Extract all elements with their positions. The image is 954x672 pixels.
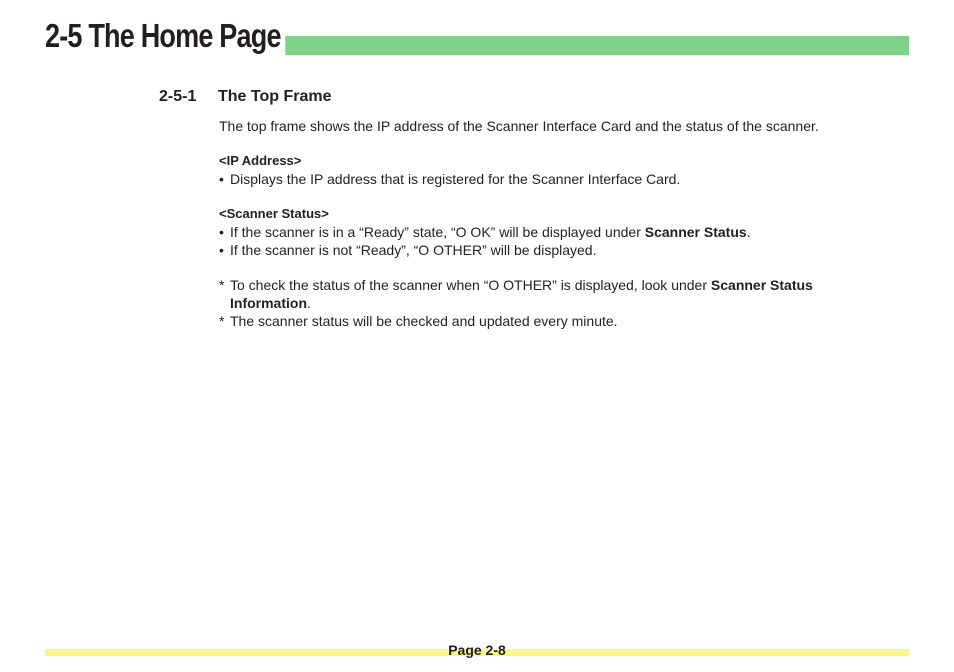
scanner-status-bullet-2: If the scanner is not “Ready”, “O OTHER” will be displayed. (230, 242, 597, 258)
note-mark: * (219, 313, 225, 329)
section-heading (159, 87, 332, 107)
ip-address-bullet: Displays the IP address that is registered for the Scanner Interface Card. (230, 171, 681, 187)
note-item-continued (219, 294, 879, 312)
section-title: The Top Frame (218, 88, 332, 105)
bullet-mark: • (219, 242, 224, 258)
note-1-bold-1: Scanner Status (710, 277, 813, 293)
list-item (219, 241, 879, 259)
section-body (219, 117, 879, 330)
note-1-suffix: . (307, 295, 311, 311)
note-2-text: The scanner status will be checked and updated every minute. (230, 313, 618, 329)
ip-address-heading: <IP Address> (219, 153, 302, 168)
intro-paragraph: The top frame shows the IP address of the Scanner Interface Card and the status of the scanner. (219, 118, 819, 134)
section-number: 2-5-1 (159, 88, 197, 105)
chapter-title: 2-5 The Home Page (45, 14, 286, 58)
list-item (219, 170, 879, 188)
scanner-status-bullet-suffix: . (746, 224, 751, 240)
note-item (219, 276, 879, 294)
page-number: Page 2-8 (448, 642, 506, 658)
note-1-bold-2: Information (230, 295, 307, 311)
scanner-status-bullet-bold: Scanner Status (644, 224, 747, 240)
bullet-mark: • (219, 224, 224, 240)
note-item (219, 312, 879, 330)
scanner-status-heading: <Scanner Status> (219, 206, 329, 221)
list-item (219, 223, 879, 241)
bullet-mark: • (219, 171, 224, 187)
note-mark: * (219, 277, 225, 293)
note-1-text: To check the status of the scanner when “O OTHER” is displayed, look under (230, 277, 711, 293)
scanner-status-bullet-text: If the scanner is in a “Ready” state, “O OK” will be displayed under (230, 224, 645, 240)
